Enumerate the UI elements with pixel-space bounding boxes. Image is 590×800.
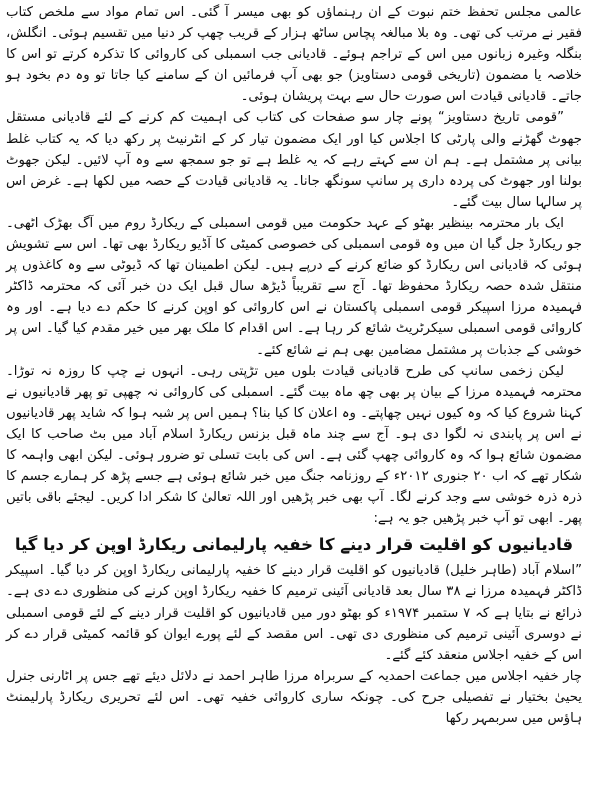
news-paragraph-2: چار خفیہ اجلاس میں جماعت احمدیہ کے سربراہ مرزا طاہر احمد نے دلائل دیئے تھے جس پر اٹارنی جنرل یحییٰ بختیار نے تفصیلی جرح کی۔ چونکہ ساری کاروائی خفیہ تھی۔ اس لئے تحریری ریکارڈ پارلیمنٹ ہاؤس میں سربمہر رکھا	[6, 668, 582, 726]
news-paragraph-1: ”اسلام آباد (طاہر خلیل) قادیانیوں کو اقلیت قرار دینے کا خفیہ پارلیمانی ریکارڈ اوپن کر دیا گیا۔ اسپیکر ڈاکٹر فہمیدہ مرزا نے ۳۸ سال بعد قادیانی آئینی ترمیم کا خفیہ ریکارڈ اوپن کرنے کی منظوری دے دی ہے۔ ذرائع نے بتایا ہے کہ ۷ ستمبر ۱۹۷۴ء کو بھٹو دور میں قادیانیوں کو اقلیت قرار دینے کے لئے قومی اسمبلی نے دوسری آئینی ترمیم کی منظوری دی تھی۔ اس مقصد کے لئے پورے ایوان کو قائمہ کمیٹی قرار دے کر اس کے خفیہ اجلاس منعقد کئے گئے۔	[6, 563, 582, 663]
paragraph-4: لیکن زخمی سانپ کی طرح قادیانی قیادت بلوں میں تڑپتی رہی۔ انہوں نے چپ کا روزہ نہ توڑا۔ محترمہ فہمیدہ مرزا کے بیان پر بھی چھ ماہ بیت گئے۔ اسمبلی کی کاروائی نہ چھپی تو پھر قادیانیوں نے کہنا شروع کیا کہ وہ کیوں نہیں چھاپتے۔ وہ اعلان کا کیا بنا؟ ہمیں اس پر شبہ ہوا کہ شاید پھر قادیانیوں نے اس پر پابندی نہ لگوا دی ہو۔ آج سے چند ماہ قبل بزنس ریکارڈ اسلام آباد میں بٹ صاحب کا ایک مضمون شائع ہوا کہ وہ کاروائی چھپ گئی ہے۔ اس کی بابت تسلی تو ضرور ہوئی۔ لیکن ابھی واہمہ کا شکار تھے کہ اب ۲۰ جنوری ۲۰۱۲ء کے روزنامہ جنگ میں خبر شائع ہوئی ہے جسے پڑھ کر ہمارے جسم کا ذرہ ذرہ خوشی سے وجد کرنے لگا۔ آپ بھی خبر پڑھیں اور اللہ تعالیٰ کا شکر ادا کریں۔ لیجئے باقی باتیں پھر۔ ابھی تو آپ خبر پڑھیں جو یہ ہے:	[6, 363, 582, 527]
news-headline: قادیانیوں کو اقلیت قرار دینے کا خفیہ پارلیمانی ریکارڈ اوپن کر دیا گیا	[14, 535, 574, 555]
paragraph-2: ”قومی تاریخ دستاویز“ پونے چار سو صفحات کی کتاب کی اہمیت کم کرنے کے لئے قادیانی مستقل جھوٹ گھڑنے والی پارٹی کا اجلاس کیا اور ایک مضمون تیار کر کے انٹرنیٹ پر رکھ دیا کہ یہ کتاب غلط بیانی پر مشتمل ہے۔ ہم ان سے کہتے رہے کہ یہ غلط ہے تو جو سمجھ سے وہ آپ لائیں۔ لیکن جھوٹ بولنا اور جھوٹ کی پردہ داری پر سانپ سونگھ جانا۔ یہ قادیانی قیادت کے حصہ میں لکھا ہے۔ غرض اس پر سالہا سال بیت گئے۔	[6, 110, 582, 210]
paragraph-1: عالمی مجلس تحفظ ختم نبوت کے ان رہنماؤں کو بھی میسر آ گئی۔ اس تمام مواد سے ملخص کتاب فقیر نے مرتب کی تھی۔ وہ بلا مبالغہ پچاس ساٹھ ہزار کے قریب چھپ کر دنیا میں تقسیم ہوئی۔ انگلش، بنگلہ وغیرہ زبانوں میں اس کے تراجم ہوئے۔ قادیانی جب اسمبلی کی کاروائی کا تذکرہ کرتے تو اس کا خلاصہ یا مضمون (تاریخی قومی دستاویز) جو بھی آپ فرمائیں ان کے سامنے کیا جاتا تو وہ دم بخود ہو جاتے۔ قادیانی قیادت اس صورت حال سے بہت پریشان ہوئی۔	[6, 5, 582, 105]
paragraph-3: ایک بار محترمہ بینظیر بھٹو کے عہد حکومت میں قومی اسمبلی کے ریکارڈ روم میں آگ بھڑک اٹھی۔ جو ریکارڈ جل گیا ان میں وہ قومی اسمبلی کی خصوصی کمیٹی کا آڈیو ریکارڈ بھی تھا۔ اس سے تشویش ہوئی کہ قادیانی اس ریکارڈ کو ضائع کرنے کے درپے ہیں۔ لیکن اطمینان تھا کہ ڈیوٹی سے وہ کاغذوں پر منتقل شدہ حصہ ریکارڈ محفوظ تھا۔ آج سے تقریباً ڈیڑھ سال قبل ایک دن خبر آئی کہ محترمہ ڈاکٹر فہمیدہ مرزا اسپیکر قومی اسمبلی پاکستان نے اس کاروائی کو اوپن کرنے کا حکم دے دیا ہے۔ اور وہ کاروائی قومی اسمبلی سیکرٹریٹ شائع کر رہا ہے۔ اس اقدام کا ملک بھر میں خیر مقدم کیا گیا۔ اس پر خوشی کے جذبات پر مشتمل مضامین بھی ہم نے شائع کئے۔	[6, 215, 582, 358]
